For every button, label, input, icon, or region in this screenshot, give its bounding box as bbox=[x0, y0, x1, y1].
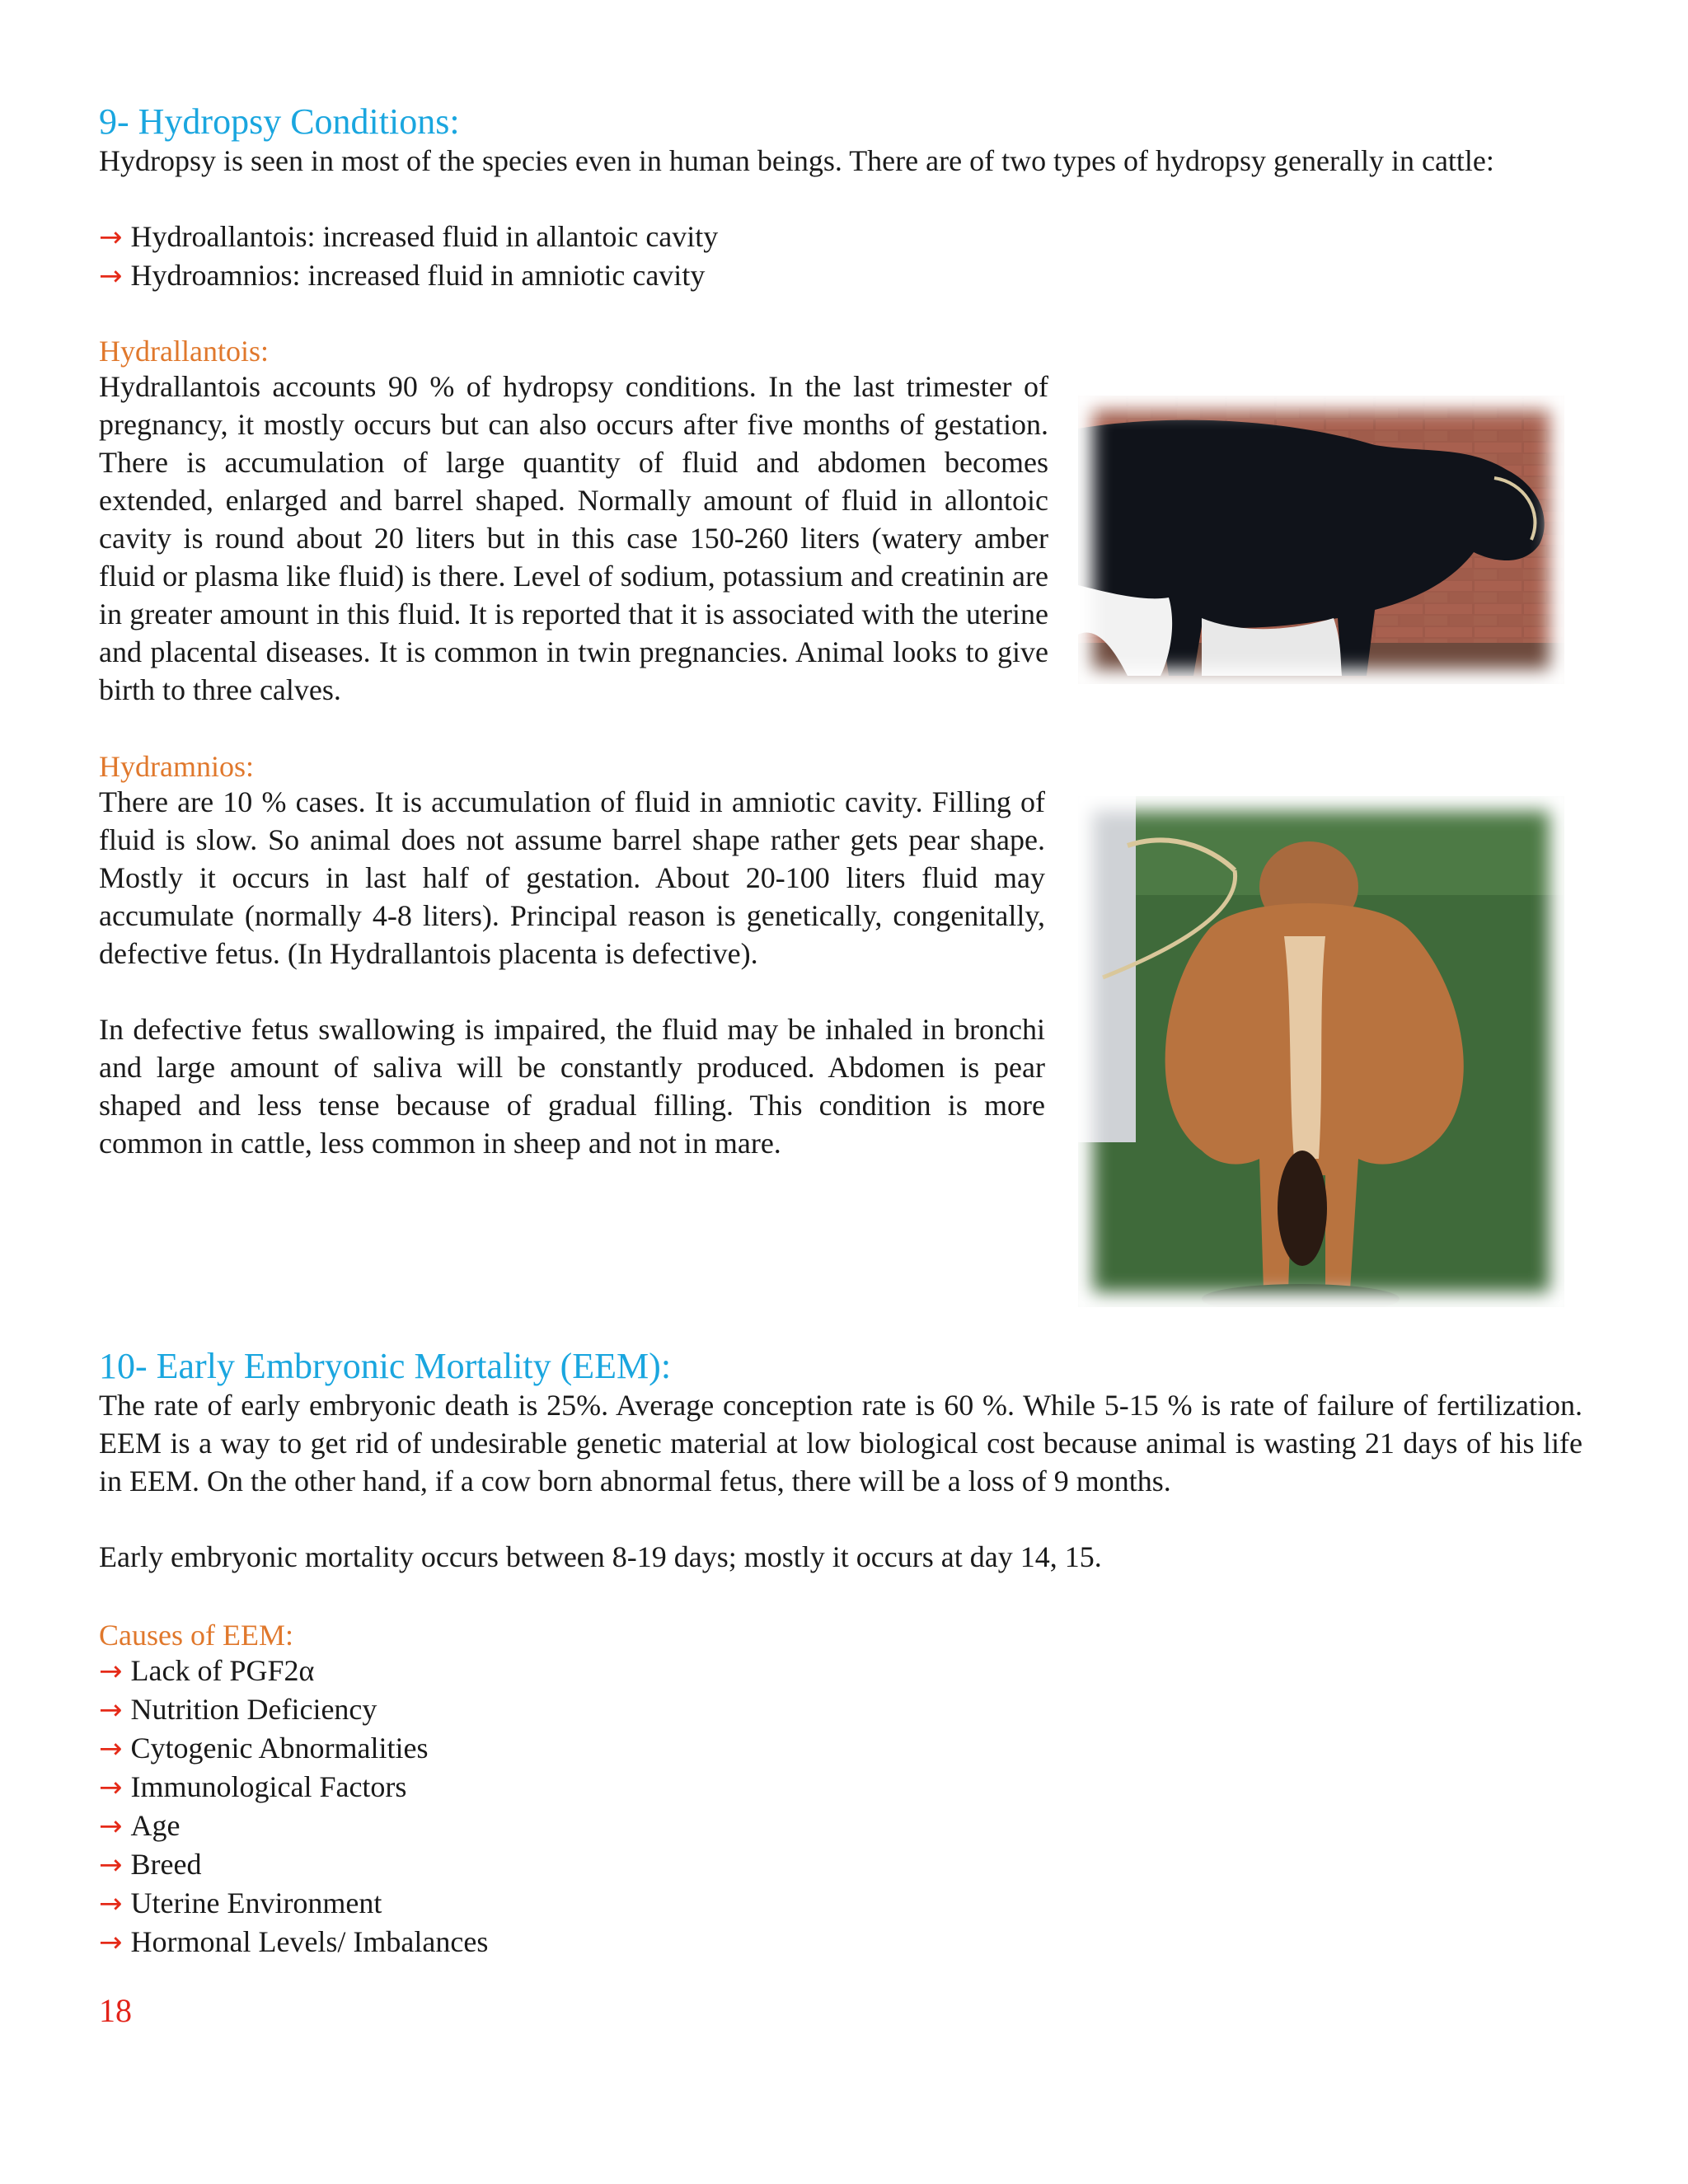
list-item: → Uterine Environment bbox=[99, 1886, 382, 1920]
hydramnios-heading: Hydramnios: bbox=[99, 750, 254, 783]
causes-list bbox=[99, 1652, 488, 1961]
cow-side-photo bbox=[1078, 396, 1564, 684]
section-10-title: 10- Early Embryonic Mortality (EEM): bbox=[99, 1346, 672, 1386]
arrow-right-icon: → bbox=[99, 1887, 123, 1920]
list-item: → Hydroallantois: increased fluid in allantoic cavity bbox=[99, 220, 719, 254]
arrow-right-icon: → bbox=[99, 1694, 123, 1727]
causes-heading: Causes of EEM: bbox=[99, 1619, 293, 1652]
eem-text-1: The rate of early embryonic death is 25%. Average conception rate is 60 %. While 5-15 % is rate of failure of fertilization. EEM is a way to get rid of undesirable genetic material at low biological cost because animal is wasting 21 days of his life in EEM. On the other hand, if a cow born abnormal fetus, there will be a loss of 9 months. bbox=[99, 1389, 1582, 1497]
arrow-right-icon: → bbox=[99, 1926, 123, 1959]
list-item: → Nutrition Deficiency bbox=[99, 1693, 377, 1727]
hydropsy-types-list bbox=[99, 218, 718, 295]
arrow-right-icon: → bbox=[99, 1732, 123, 1765]
cow-rear-photo bbox=[1078, 796, 1564, 1307]
list-item: → Hormonal Levels/ Imbalances bbox=[99, 1925, 489, 1959]
list-item: → Immunological Factors bbox=[99, 1770, 407, 1804]
hydrallantois-heading: Hydrallantois: bbox=[99, 335, 269, 368]
hydrallantois-text: Hydrallantois accounts 90 % of hydropsy conditions. In the last trimester of pregnancy, it mostly occurs but can also occurs after five months of gestation. There is accumulation of large quantity of fluid and abdomen becomes extended, enlarged and barrel shaped. Normally amount of fluid in allontoic cavity is round about 20 liters but in this case 150-260 liters (watery amber fluid or plasma like fluid) is there. Level of sodium, potassium and creatinin are in greater amount in this fluid. It is reported that it is associated with the uterine and placental diseases. It is common in twin pregnancies. Animal looks to give birth to three calves. bbox=[99, 370, 1048, 706]
list-item: → Breed bbox=[99, 1848, 202, 1882]
arrow-right-icon: → bbox=[99, 1810, 123, 1843]
hydramnios-text-2: In defective fetus swallowing is impaired, the fluid may be inhaled in bronchi and large amount of saliva will be constantly produced. Abdomen is pear shaped and less tense because of gradual filling. This condition is more common in cattle, less common in sheep and not in mare. bbox=[99, 1013, 1045, 1160]
list-item: → Age bbox=[99, 1809, 181, 1843]
list-item: → Cytogenic Abnormalities bbox=[99, 1732, 429, 1765]
page-number: 18 bbox=[99, 1992, 132, 2029]
hydropsy-intro: Hydropsy is seen in most of the species even in human beings. There are of two types of hydropsy generally in cattle: bbox=[99, 144, 1494, 177]
hydramnios-text-1: There are 10 % cases. It is accumulation of fluid in amniotic cavity. Filling of fluid is slow. So animal does not assume barrel shape rather gets pear shape. Mostly it occurs in last half of gestation. About 20-100 liters fluid may accumulate (normally 4-8 liters). Principal reason is genetically, congenitally, defective fetus. (In Hydrallantois placenta is defective). bbox=[99, 785, 1045, 970]
eem-text-2: Early embryonic mortality occurs between 8-19 days; mostly it occurs at day 14, 15. bbox=[99, 1540, 1102, 1573]
arrow-right-icon: → bbox=[99, 1655, 123, 1688]
arrow-right-icon: → bbox=[99, 260, 123, 293]
section-9-title: 9- Hydropsy Conditions: bbox=[99, 101, 460, 142]
arrow-right-icon: → bbox=[99, 1771, 123, 1804]
cow-rear-illustration bbox=[1078, 796, 1564, 1307]
list-item: → Hydroamnios: increased fluid in amniotic cavity bbox=[99, 259, 706, 293]
arrow-right-icon: → bbox=[99, 1849, 123, 1882]
cow-side-illustration bbox=[1078, 396, 1564, 684]
arrow-right-icon: → bbox=[99, 221, 123, 254]
list-item: → Lack of PGF2α bbox=[99, 1654, 315, 1688]
